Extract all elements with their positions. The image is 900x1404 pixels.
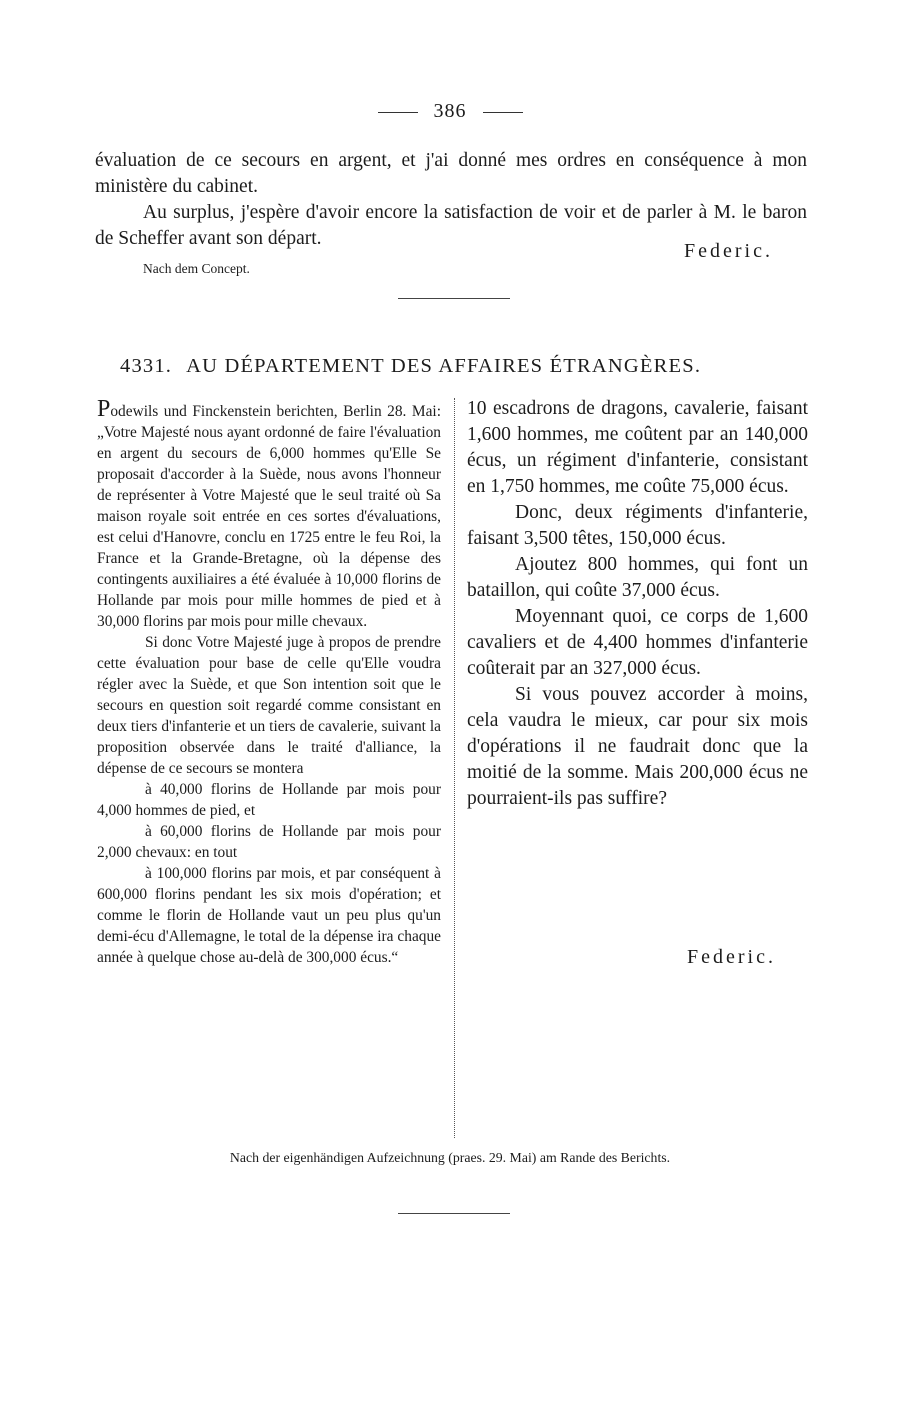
end-rule [398, 1213, 510, 1214]
reply-paragraph: Si vous pouvez accorder à moins, cela vaudra le mieux, car pour six mois d'opérations il ne faudrait donc que la moitié de la somme. Mais 200,000 écus ne pourraient-ils pas suffire? [467, 684, 808, 809]
section-number: 4331. [120, 355, 173, 377]
section-title: AU DÉPARTEMENT DES AFFAIRES ÉTRANGÈRES. [186, 355, 702, 377]
reply-paragraph: Ajoutez 800 hommes, qui font un bataillon, qui coûte 37,000 écus. [467, 554, 808, 601]
section-heading [120, 355, 784, 378]
header-dash-left [378, 112, 418, 113]
report-paragraph: Si donc Votre Majesté juge à propos de prendre cette évaluation pour base de celle qu'Elle voudra régler avec la Suède, et que Son intention soit que le secours en question soit regardé comme consistant en deux tiers d'infanterie et un tiers de cavalerie, suivant la proposition observée dans le traité d'alliance, la dépense de ce secours se montera [97, 634, 441, 777]
column-divider [454, 398, 455, 1138]
source-footnote: Nach der eigenhändigen Aufzeichnung (praes. 29. Mai) am Rande des Berichts. [229, 1150, 671, 1165]
signature-reply: Federic. [687, 946, 776, 968]
page-number: 386 [433, 100, 467, 122]
signature-top: Federic. [684, 240, 773, 262]
reply-paragraph: 10 escadrons de dragons, cavalerie, faisant 1,600 hommes, me coûtent par an 140,000 écus, un régiment d'infanterie, consistant en 1,750 hommes, me coûte 75,000 écus. [467, 398, 808, 497]
section-divider-rule [398, 298, 510, 299]
continued-letter-text [95, 148, 807, 252]
report-paragraph: à 60,000 florins de Hollande par mois pour 2,000 chevaux: en tout [97, 823, 441, 861]
reply-paragraph: Moyennant quoi, ce corps de 1,600 cavaliers et de 4,400 hommes d'infanterie coûterait par an 327,000 écus. [467, 606, 808, 679]
report-summary-column [97, 396, 441, 968]
continued-paragraph: évaluation de ce secours en argent, et j'ai donné mes ordres en conséquence à mon ministère du cabinet. [95, 150, 807, 197]
header-dash-right [483, 112, 523, 113]
report-paragraph: à 100,000 florins par mois, et par conséquent à 600,000 florins pendant les six mois d'opération; et comme le florin de Hollande vaut un peu plus qu'un demi-écu d'Allemagne, le total de la dépense ira chaque année à quelque chose au-delà de 300,000 écus.“ [97, 865, 441, 966]
king-reply-column [467, 396, 808, 812]
reply-paragraph: Donc, deux régiments d'infanterie, faisant 3,500 têtes, 150,000 écus. [467, 502, 808, 549]
page-header [0, 100, 900, 123]
report-paragraph: à 40,000 florins de Hollande par mois pour 4,000 hommes de pied, et [97, 781, 441, 819]
source-note: Nach dem Concept. [143, 261, 250, 276]
closing-paragraph: Au surplus, j'espère d'avoir encore la satisfaction de voir et de parler à M. le baron de Scheffer avant son départ. [95, 202, 807, 249]
report-paragraph: Podewils und Finckenstein berichten, Berlin 28. Mai: „Votre Majesté nous ayant ordonné de faire l'évaluation en argent du secours de 6,000 hommes qu'Elle Se proposait d'accorder à la Suède, nous avons l'honneur de représenter à Votre Majesté que le seul traité où Sa maison royale soit entrée en ces sortes d'évaluations, est celui d'Hanovre, conclu en 1725 entre le feu Roi, la France et la Grande-Bretagne, où la dépense des contingents auxiliaires a été évaluée à 10,000 florins de Hollande par mois pour mille hommes de pied et à 30,000 florins par mois pour mille chevaux. [97, 396, 441, 630]
